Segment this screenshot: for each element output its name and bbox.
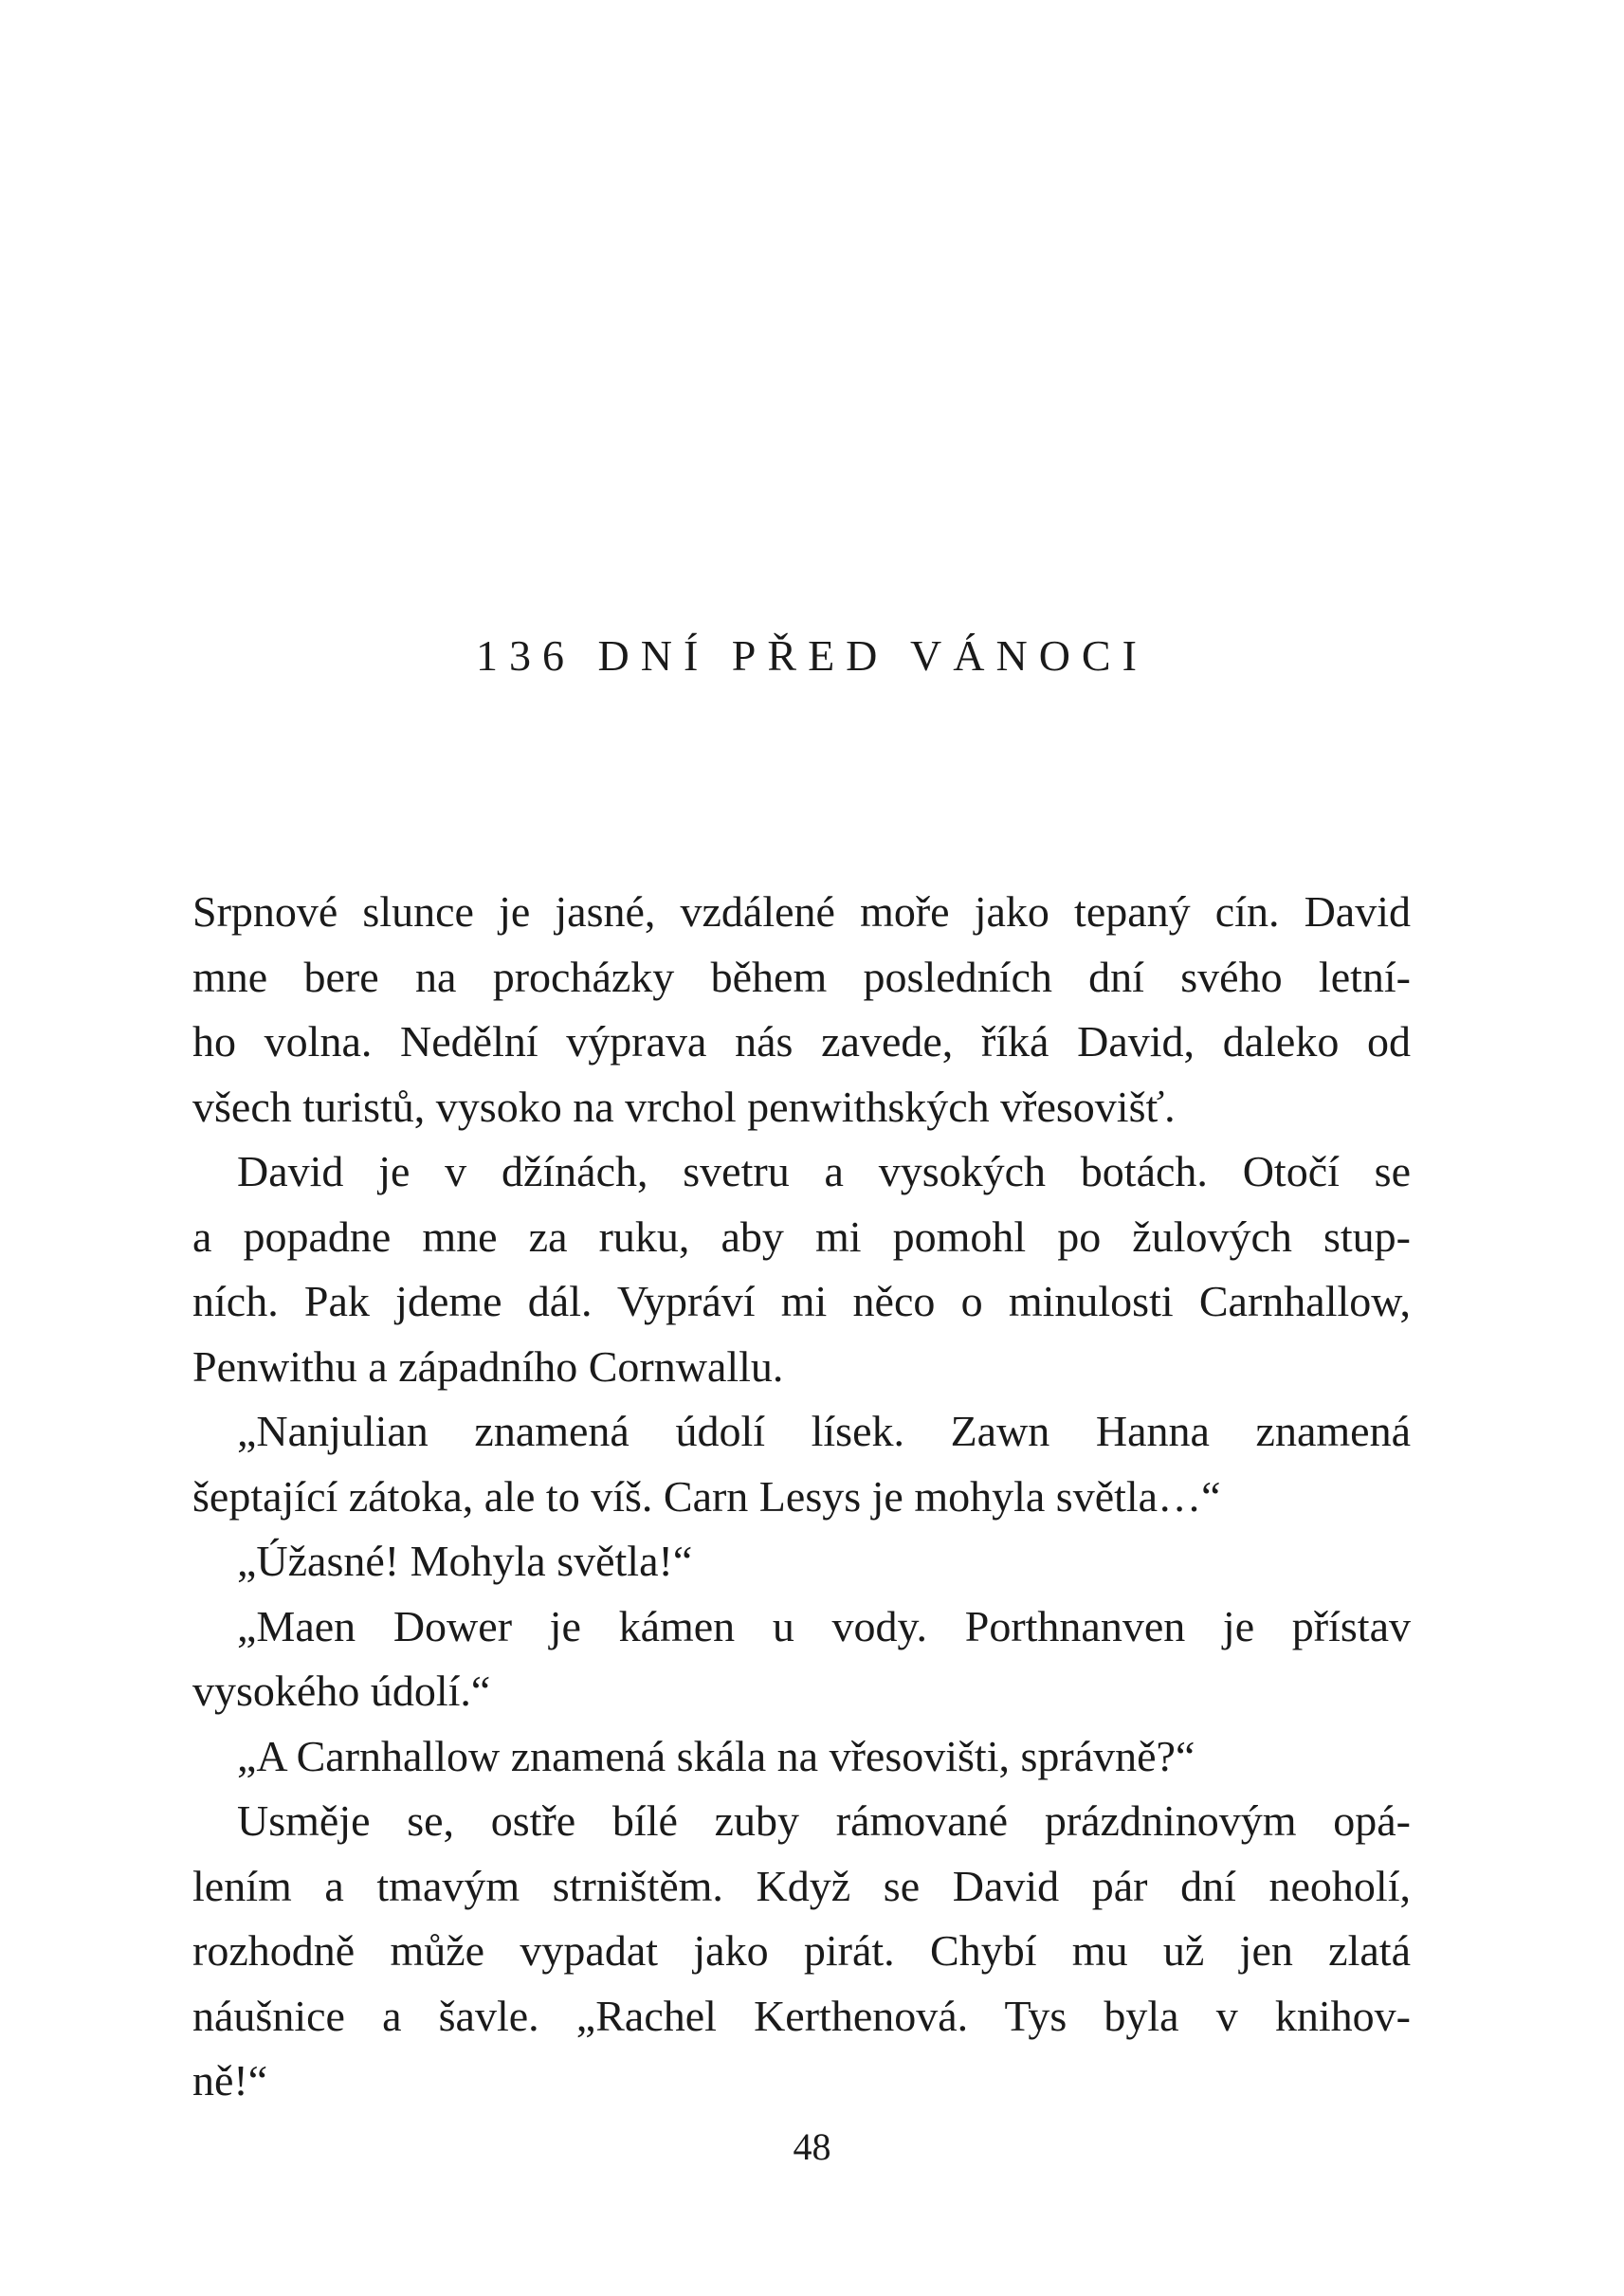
text-line: ních. Pak jdeme dál. Vypráví mi něco o minulosti Carnhallow,	[192, 1277, 1411, 1325]
page-number: 48	[793, 2125, 831, 2168]
text-line: ho volna. Nedělní výprava nás zavede, říká David, daleko od	[192, 1017, 1411, 1066]
text-line: všech turistů, vysoko na vrchol penwithských vřesovišť.	[192, 1082, 1176, 1131]
text-line: Srpnové slunce je jasné, vzdálené moře jako tepaný cín. David	[192, 887, 1411, 936]
text-line: Penwithu a západního Cornwallu.	[192, 1341, 784, 1391]
text-line: lením a tmavým strništěm. Když se David pár dní neoholí,	[192, 1861, 1411, 1910]
text-line: šeptající zátoka, ale to víš. Carn Lesys je mohyla světla…“	[192, 1471, 1221, 1521]
text-line: David je v džínách, svetru a vysokých botách. Otočí se	[237, 1147, 1411, 1195]
text-line: „Nanjulian znamená údolí lísek. Zawn Hanna znamená	[237, 1407, 1411, 1455]
chapter-title: 136 DNÍ PŘED VÁNOCI	[476, 631, 1148, 680]
text-line: náušnice a šavle. „Rachel Kerthenová. Tys byla v knihov-	[192, 1991, 1411, 2040]
text-line: „Úžasné! Mohyla světla!“	[237, 1537, 693, 1585]
text-line: ně!“	[192, 2056, 268, 2105]
text-line: rozhodně může vypadat jako pirát. Chybí mu už jen zlatá	[192, 1926, 1411, 1975]
text-line: „Maen Dower je kámen u vody. Porthnanven je přístav	[237, 1601, 1411, 1650]
text-line: mne bere na procházky během posledních dní svého letní-	[192, 952, 1411, 1001]
text-line: Usměje se, ostře bílé zuby rámované prázdninovým opá-	[237, 1796, 1411, 1845]
body-text	[192, 880, 1411, 2114]
text-line: vysokého údolí.“	[192, 1667, 491, 1715]
text-line: „A Carnhallow znamená skála na vřesovišti, správně?“	[237, 1731, 1195, 1780]
text-line: a popadne mne za ruku, aby mi pomohl po žulových stup-	[192, 1212, 1411, 1261]
